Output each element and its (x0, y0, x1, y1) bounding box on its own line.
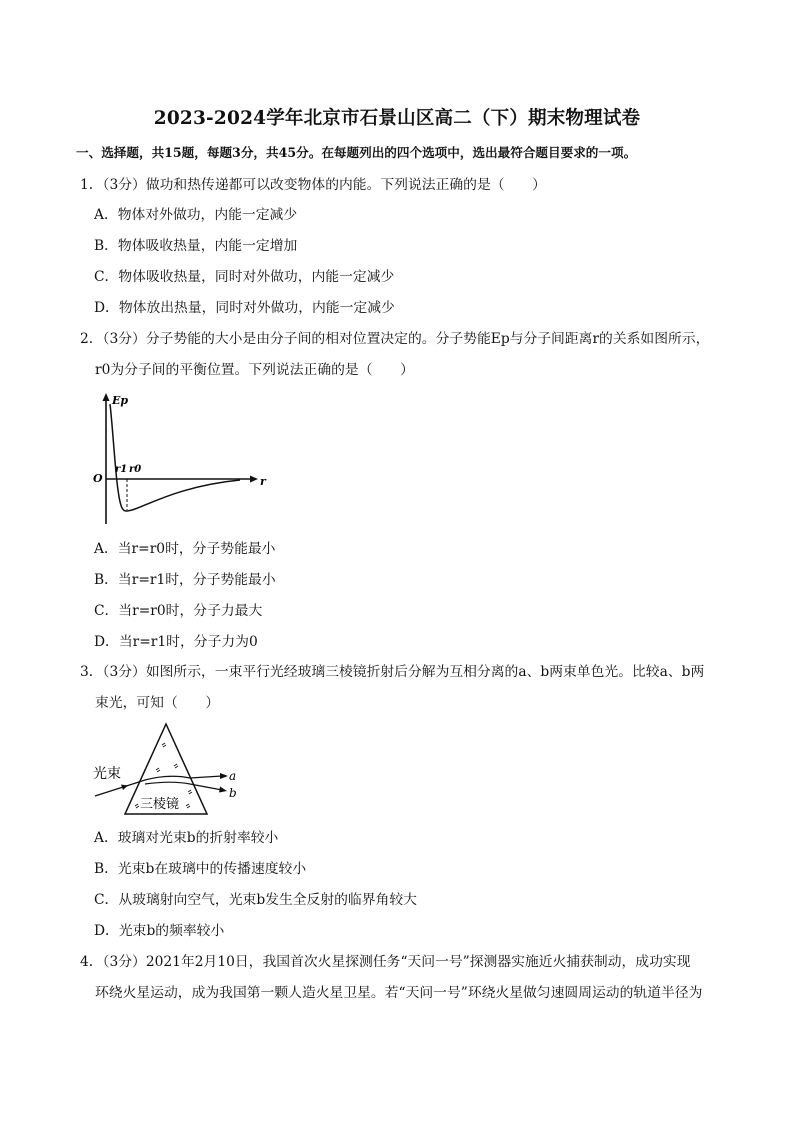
question-1-option-a: A．物体对外做功，内能一定减少 (94, 207, 298, 223)
label-b: b (229, 786, 237, 800)
prism-label: 三棱镜 (140, 797, 180, 812)
question-2-stem-line2: r0为分子间的平衡位置。下列说法正确的是（ ） (95, 362, 414, 378)
xlabel: r (260, 475, 266, 488)
question-1-option-b: B．物体吸收热量，内能一定增加 (94, 238, 298, 254)
question-4-stem-line1: 4．（3分）2021年2月10日，我国首次火星探测任务“天问一号”探测器实施近火捕获制动，成功实现 (80, 954, 691, 970)
prism-diagram (90, 718, 250, 822)
beam-inside (145, 776, 190, 780)
beam-b-arrow (219, 787, 227, 793)
ep-curve (110, 404, 240, 511)
origin-label: O (93, 472, 103, 485)
beam-label: 光束 (93, 766, 121, 782)
question-2-option-a: A．当r=r0时，分子势能最小 (94, 541, 276, 557)
question-1-stem: 1．（3分）做功和热传递都可以改变物体的内能。下列说法正确的是（ ） (80, 177, 546, 193)
question-1-option-d: D．物体放出热量，同时对外做功，内能一定减少 (94, 300, 395, 316)
beam-inside-2 (145, 782, 190, 784)
question-2-option-b: B．当r=r1时，分子势能最小 (94, 572, 276, 588)
ylabel: Ep (112, 394, 129, 407)
question-3-stem-line2: 束光，可知（ ） (95, 695, 220, 711)
r1-label: r1 (115, 464, 128, 475)
question-3-option-b: B．光束b在玻璃中的传播速度较小 (94, 861, 307, 877)
question-3-option-c: C．从玻璃射向空气，光束b发生全反射的临界角较大 (94, 892, 417, 908)
beam-a-arrow (220, 773, 228, 779)
label-a: a (229, 769, 237, 783)
question-4-stem-line2: 环绕火星运动，成为我国第一颗人造火星卫星。若“天问一号”环绕火星做匀速圆周运动的轨道半径为 (95, 985, 703, 1001)
section-header: 一、选择题，共15题，每题3分，共45分。在每题列出的四个选项中，选出最符合题目要求的一项。 (76, 145, 637, 160)
question-2-stem-line1: 2．（3分）分子势能的大小是由分子间的相对位置决定的。分子势能Ep与分子间距离r的关系如图所示， (80, 331, 710, 347)
y-axis-arrow (103, 393, 110, 401)
question-1-option-c: C．物体吸收热量，同时对外做功，内能一定减少 (94, 269, 395, 285)
r0-label: r0 (129, 464, 142, 475)
exam-title: 2023-2024学年北京市石景山区高二（下）期末物理试卷 (153, 108, 641, 129)
question-3-option-d: D．光束b的频率较小 (94, 923, 225, 939)
question-3-option-a: A．玻璃对光束b的折射率较小 (94, 830, 279, 846)
question-2-option-d: D．当r=r1时，分子力为0 (94, 634, 258, 650)
question-3-stem-line1: 3．（3分）如图所示，一束平行光经玻璃三棱镜折射后分解为互相分离的a、b两束单色光。比较a、b两 (80, 664, 705, 680)
potential-energy-graph (90, 390, 270, 530)
beam-a (190, 776, 222, 778)
x-axis-arrow (250, 476, 258, 483)
question-2-option-c: C．当r=r0时，分子力最大 (94, 603, 263, 619)
